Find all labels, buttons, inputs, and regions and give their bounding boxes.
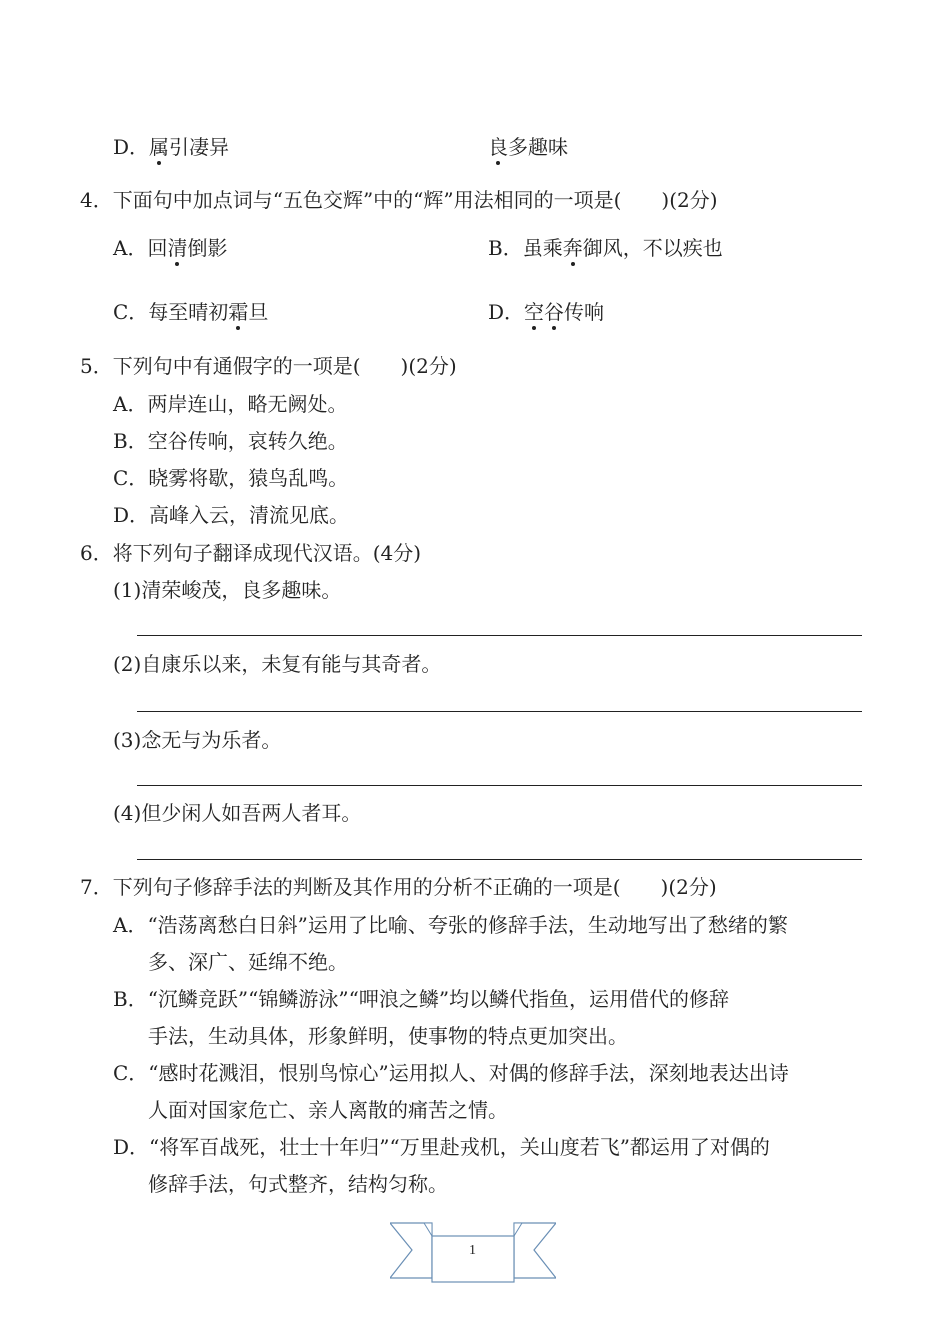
option-text: 多趣味 (508, 135, 568, 159)
q7-option-c-line1: C．“感时花溅泪，恨别鸟惊心”运用拟人、对偶的修辞手法，深刻地表达出诗 (113, 1061, 789, 1085)
option-text: 御风，不以疾也 (582, 236, 723, 260)
q7-stem: 7．下列句子修辞手法的判断及其作用的分析不正确的一项是( )(2分) (80, 875, 717, 899)
option-label: C． (113, 300, 149, 324)
q5-option-a: A．两岸连山，略无阙处。 (113, 392, 348, 416)
q6-item-4: (4)但少闲人如吾两人者耳。 (113, 801, 362, 825)
q5-option-d: D．高峰入云，清流见底。 (113, 503, 350, 527)
q7-option-c-line2: 人面对国家危亡、亲人离散的痛苦之情。 (148, 1098, 508, 1122)
option-label: A． (113, 236, 148, 260)
q3-option-d-pair (488, 137, 568, 157)
option-text: 虽乘 (522, 236, 563, 260)
dotted-char: 空 (524, 300, 545, 324)
page-number: 1 (469, 1243, 476, 1258)
dotted-char: 清 (167, 236, 188, 260)
q3-option-d (113, 137, 229, 157)
dotted-char: 霜 (228, 300, 249, 324)
q4-option-a (113, 238, 227, 258)
option-label: B． (488, 236, 523, 260)
option-text: 每至晴初 (148, 300, 229, 324)
q6-item-3: (3)念无与为乐者。 (113, 728, 282, 752)
option-label: D． (113, 135, 150, 159)
q7-option-a-line2: 多、深广、延绵不绝。 (148, 950, 348, 974)
dotted-char: 奔 (562, 236, 583, 260)
option-text: 引凄异 (169, 135, 230, 159)
answer-line-2[interactable] (137, 711, 862, 712)
option-text: 传响 (564, 300, 605, 324)
option-text: 倒影 (187, 236, 228, 260)
answer-line-4[interactable] (137, 859, 862, 860)
q5-option-b: B．空谷传响，哀转久绝。 (113, 429, 348, 453)
q7-option-b-line1: B．“沉鳞竞跃”“锦鳞游泳”“呷浪之鳞”均以鳞代指鱼，运用借代的修辞 (113, 987, 730, 1011)
q5-option-c: C．晓雾将歇，猿鸟乱鸣。 (113, 466, 349, 490)
dotted-char: 属 (149, 135, 170, 159)
q5-stem: 5．下列句中有通假字的一项是( )(2分) (80, 354, 457, 378)
q6-item-2: (2)自康乐以来，未复有能与其奇者。 (113, 652, 442, 676)
q4-stem: 4．下面句中加点词与“五色交辉”中的“辉”用法相同的一项是( )(2分) (80, 188, 718, 212)
answer-line-3[interactable] (137, 785, 862, 786)
option-label: D． (488, 300, 525, 324)
option-text: 回 (147, 236, 168, 260)
q7-option-d-line2: 修辞手法，句式整齐，结构匀称。 (148, 1172, 448, 1196)
q7-option-a-line1: A．“浩荡离愁白日斜”运用了比喻、夸张的修辞手法，生动地写出了愁绪的繁 (113, 913, 788, 937)
q4-option-b (488, 238, 723, 258)
option-text: 旦 (248, 300, 269, 324)
q6-stem: 6．将下列句子翻译成现代汉语。(4分) (80, 541, 422, 565)
q4-option-d (488, 302, 604, 322)
dotted-char: 谷 (544, 300, 565, 324)
q4-option-c (113, 302, 268, 322)
q6-item-1: (1)清荣峻茂，良多趣味。 (113, 578, 342, 602)
answer-line-1[interactable] (137, 635, 862, 636)
dotted-char: 良 (488, 135, 508, 159)
q7-option-b-line2: 手法，生动具体，形象鲜明，使事物的特点更加突出。 (148, 1024, 628, 1048)
q7-option-d-line1: D．“将军百战死，壮士十年归”“万里赴戎机，关山度若飞”都运用了对偶的 (113, 1135, 770, 1159)
